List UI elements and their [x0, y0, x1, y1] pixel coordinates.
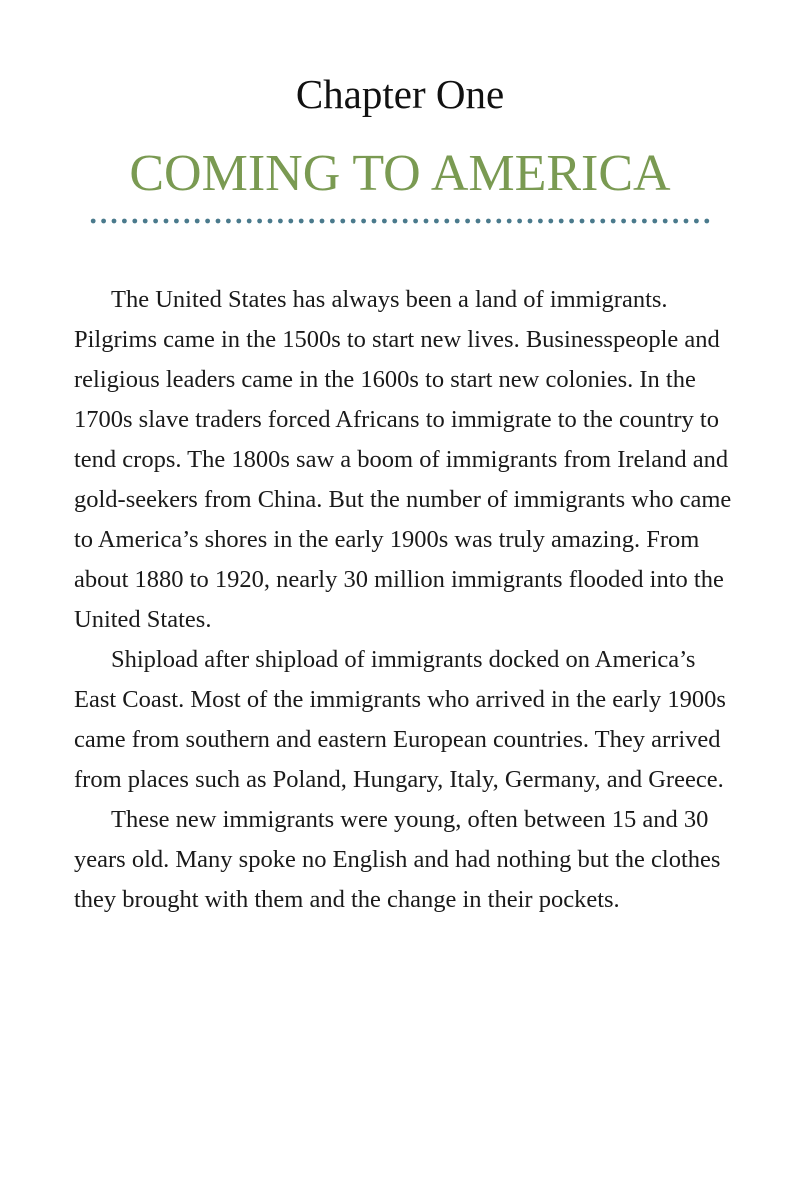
divider-dot	[486, 219, 491, 224]
divider-dot	[444, 219, 449, 224]
divider-dot	[476, 219, 481, 224]
divider-dot	[403, 219, 408, 224]
paragraph-2: Shipload after shipload of immigrants docked on America’s East Coast. Most of the immigrants who arrived in the early 1900s came from southern and eastern European countries. They arrived from places such as Poland, Hungary, Italy, Germany, and Greece.	[74, 646, 726, 793]
divider-dot	[205, 219, 210, 224]
divider-dot	[309, 219, 314, 224]
divider-dot	[590, 219, 595, 224]
divider-dot	[91, 219, 96, 224]
divider-dot	[174, 219, 179, 224]
divider-dot	[164, 219, 169, 224]
divider-dot	[247, 219, 252, 224]
paragraph-1: The United States has always been a land of immigrants. Pilgrims came in the 1500s to start new lives. Businesspeople and religious leaders came in the 1600s to start new colonies. In the 1700s slave traders forced Africans to immigrate to the country to tend crops. The 1800s saw a boom of immigrants from Ireland and gold-seekers from China. But the number of immigrants who came to America’s shores in the early 1900s was truly amazing. From about 1880 to 1920, nearly 30 million immigrants flooded into the United States.	[74, 286, 732, 633]
divider-dot	[351, 219, 356, 224]
divider-dot	[184, 219, 189, 224]
divider-dot	[663, 219, 668, 224]
divider-dot	[340, 219, 345, 224]
divider-dot	[413, 219, 418, 224]
divider-dot	[101, 219, 106, 224]
divider-dot	[392, 219, 397, 224]
divider-dot	[621, 219, 626, 224]
divider-dot	[507, 219, 512, 224]
divider-dot	[382, 219, 387, 224]
divider-dot	[538, 219, 543, 224]
chapter-title: COMING TO AMERICA	[129, 145, 671, 202]
divider-dot	[548, 219, 553, 224]
divider-dot	[600, 219, 605, 224]
dotted-divider-graphic	[88, 216, 712, 226]
divider-dot	[569, 219, 574, 224]
divider-dot	[195, 219, 200, 224]
divider-dot	[528, 219, 533, 224]
divider-dot	[580, 219, 585, 224]
divider-dot	[153, 219, 158, 224]
divider-dot	[143, 219, 148, 224]
divider-dot	[132, 219, 137, 224]
divider-dot	[632, 219, 637, 224]
divider-dot	[673, 219, 678, 224]
divider-dot	[122, 219, 127, 224]
divider-dot	[257, 219, 262, 224]
chapter-label: Chapter One	[295, 71, 505, 117]
divider-dot	[288, 219, 293, 224]
divider-dot	[455, 219, 460, 224]
dotted-divider	[88, 216, 712, 226]
divider-dot	[652, 219, 657, 224]
divider-dot	[320, 219, 325, 224]
divider-dot	[236, 219, 241, 224]
divider-dot	[216, 219, 221, 224]
divider-dot	[704, 219, 709, 224]
divider-dot	[278, 219, 283, 224]
divider-dot	[372, 219, 377, 224]
divider-dot	[361, 219, 366, 224]
divider-dot	[424, 219, 429, 224]
chapter-body	[74, 280, 734, 920]
divider-dot	[434, 219, 439, 224]
divider-dot	[496, 219, 501, 224]
divider-dot	[330, 219, 335, 224]
divider-dot	[268, 219, 273, 224]
divider-dot	[517, 219, 522, 224]
divider-dot	[299, 219, 304, 224]
divider-dot	[465, 219, 470, 224]
divider-dot	[684, 219, 689, 224]
divider-dot	[112, 219, 117, 224]
divider-dot	[226, 219, 231, 224]
divider-dot	[694, 219, 699, 224]
paragraph-3: These new immigrants were young, often between 15 and 30 years old. Many spoke no English and had nothing but the clothes they brought with them and the change in their pockets.	[74, 806, 721, 913]
divider-dot	[559, 219, 564, 224]
divider-dot	[611, 219, 616, 224]
divider-dot	[642, 219, 647, 224]
